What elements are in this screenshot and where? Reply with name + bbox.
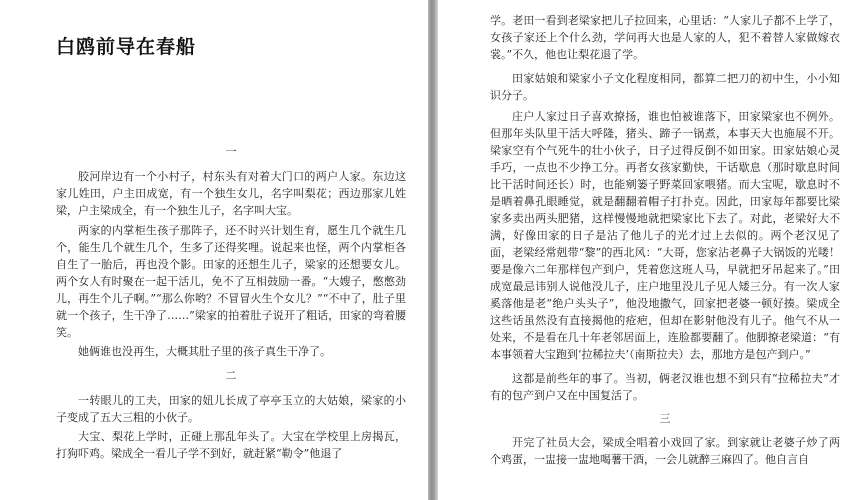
- section-heading-2: 二: [225, 369, 237, 382]
- paragraph: 大宝、梨花上学时，正碰上那乱年头了。大宝在学校里上房揭瓦，打狗吓鸡。梁成全一看儿子学不到好，就赶紧“勒令”他退了: [56, 430, 406, 460]
- paragraph: 胶河岸边有一个小村子，村东头有对着大门口的两户人家。东边这家儿姓田，户主田成宽，有一个独生女儿，名字叫梨花；西边那家儿姓梁，户主梁成全，有一个独生儿子，名字叫大宝。: [56, 170, 406, 217]
- left-page: [0, 0, 428, 500]
- paragraph: 这都是前些年的事了。当初，俩老汉谁也想不到只有“拉稀拉夫”才有的包产到户又在中国复活了。: [490, 372, 840, 402]
- right-page: [438, 0, 868, 500]
- section-heading-3: 三: [659, 412, 671, 425]
- paragraph: 田家姑娘和梁家小子文化程度相同，都算二把刀的初中生，小小知识分子。: [490, 72, 840, 102]
- section-heading-1: 一: [225, 145, 237, 158]
- paragraph: 她俩谁也没再生，大概其肚子里的孩子真生干净了。: [78, 345, 331, 358]
- paragraph: 一转眼儿的工夫，田家的妞儿长成了亭亭玉立的大姑娘，梁家的小子变成了五大三粗的小伙子。: [56, 394, 406, 424]
- paragraph: 庄户人家过日子喜欢撩扬，谁也怕被谁落下，田家梁家也不例外。但那年头队里干活大呼隆，猪头、蹄子一锅煮，本事天大也施展不开。梁家空有个气死牛的壮小伙子，日子过得反倒不如田家。田家姑娘心灵手巧，一点也不少挣工分。再者女孩家勤快，干话歇息（那时歇息时间比干活时间还长）时，也能剜篓子野菜回家喂猪。而大宝呢，歇息时不是晒着鼻孔眼睡觉，就是翻翻着帽子打扑克。因此，田家每年都要比梁家多卖出两头肥猪，这样慢慢地就把梁家比下去了。对此，老梁好大不满，好像田家的日子是沾了他儿子的光才过上去似的。两个老汉见了面，老梁经常剋带“黎”的西北风：“大哥，您家沾老鼻子大锅饭的光喽！要是像六二年那样包产到户，凭着您这班人马，早就把牙吊起来了。”田成宽最忌讳别人说他没儿子，庄户地里没儿子见人矮三分。有一次人家奚落他是老“绝户头头子”，他没地撒气，回家把老婆一顿好揍。梁成全这些话虽然没有直接揭他的疮疤，但却在影射他没有儿子。他气不从一处来，不是看在几十年老邻居面上，连脸都要翻了。他脚撩老梁道：“有本事领着大宝跑到‘拉稀拉夫’（南斯拉夫）去，那地方是包产到户。”: [490, 110, 840, 361]
- page-spine-divider: [428, 0, 438, 500]
- paragraph: 两家的内掌柜生孩子那阵子，还不时兴计划生育，愿生几个就生几个，能生几个就生几个，生多了还得奖哩。说起来也怪，两个内掌柜各自生了一胎后，再也没个影。田家的还想生儿子，梁家的还想要女儿。两个女人有时聚在一起干活儿，免不了互相鼓励一番。“大嫂子，憋憋劲儿，再生个儿子啊。”“那么你哟？不冒冒火生个女儿？”“不中了，肚子里就一个孩子，生干净了……”梁家的拍着肚子说开了粗话，田家的弯着腰笑。: [56, 224, 406, 339]
- paragraph: 学。老田一看到老梁家把儿子拉回来，心里话：“人家儿子都不上学了，女孩子家还上个什么劲，学问再大也是人家的人，犯不着替人家做嫁衣裳。”不久，他也让梨花退了学。: [490, 14, 840, 61]
- paragraph: 开完了社员大会，梁成全唱着小戏回了家。到家就让老婆子炒了两个鸡蛋，一盅接一盅地喝薯干酒，一会儿就醉三麻四了。他自言自: [490, 436, 840, 466]
- article-title: 白鸥前导在春船: [56, 36, 197, 58]
